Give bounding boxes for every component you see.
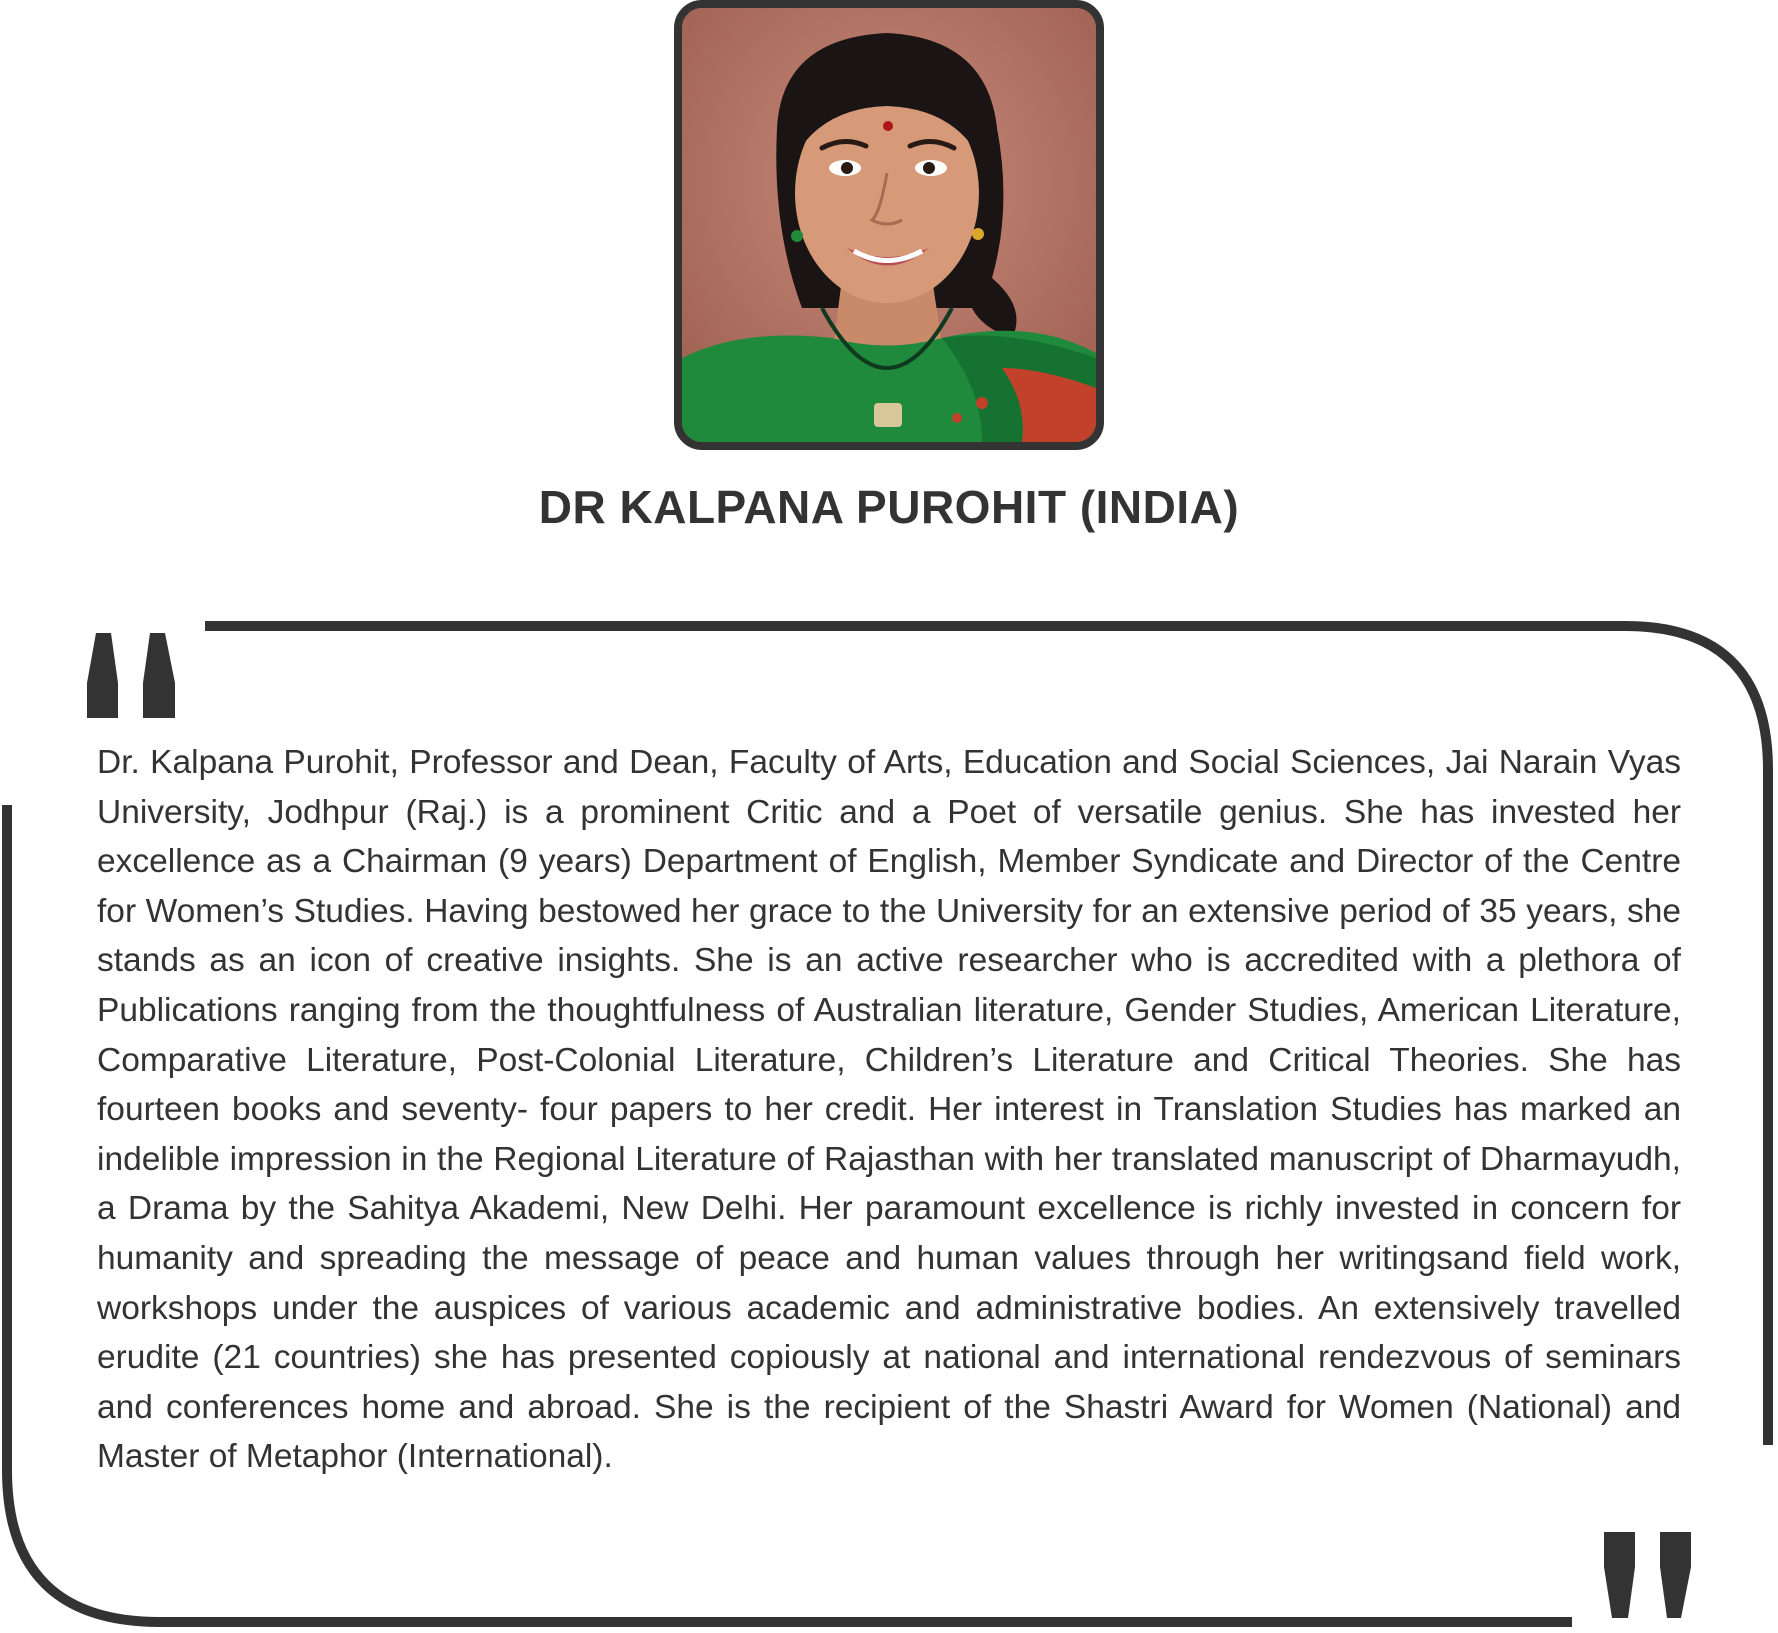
person-name-heading: DR KALPANA PUROHIT (INDIA) [538,481,1240,533]
portrait-photo [674,0,1104,450]
open-quote-icon [87,633,175,718]
biography-text: Dr. Kalpana Purohit, Professor and Dean, Faculty of Arts, Education and Social Sciences, Jai Narain Vyas University, Jodhpur (Raj.) is a prominent Critic and a Poet of versatile genius. She has invested her excellence as a Chairman (9 years) Department of English, Member Syndicate and Director of the Centre for Women’s Studies. Having bestowed her grace to the University for an extensive period of 35 years, she stands as an icon of creative insights. She is an active researcher who is accredited with a plethora of Publications ranging from the thoughtfulness of Australian literature, Gender Studies, American Literature, Comparative Literature, Post-Colonial Literature, Children’s Literature and Critical Theories. She has fourteen books and seventy- four papers to her credit. Her interest in Translation Studies has marked an indelible impression in the Regional Literature of Rajasthan with her translated manuscript of Dharmayudh, a Drama by the Sahitya Akademi, New Delhi. Her paramount excellence is richly invested in concern for humanity and spreading the message of peace and human values through her writingsand field work, workshops under the auspices of various academic and administrative bodies. An extensively travelled erudite (21 countries) she has presented copiously at national and international rendezvous of seminars and conferences home and abroad. She is the recipient of the Shastri Award for Women (National) and Master of Metaphor (International). [97,744,1681,1476]
close-quote-icon [1604,1532,1691,1618]
portrait-illustration [682,8,1096,442]
